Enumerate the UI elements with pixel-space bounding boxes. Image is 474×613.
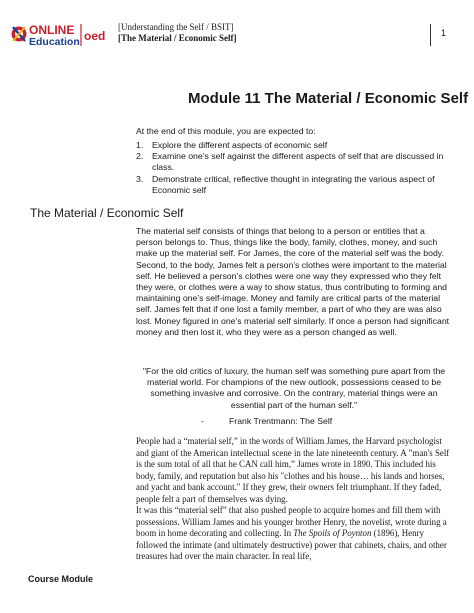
page-number: 1 [441, 28, 447, 38]
block-quote: "For the old critics of luxury, the human self was something pure apart from the material world. For champions of the new outlook, possessions ceased to be something invasive and corrosive. On the contrary, material things were an essential part of the human self." [142, 366, 446, 410]
section-heading: The Material / Economic Self [30, 206, 184, 220]
page-number-box [430, 24, 453, 46]
paragraph-material-self: The material self consists of things that belong to a person or entities that a person belongs to. Thus, things like the body, family, clothes, money, and such make up the material self. For James, the core of the material self was the body. Second, to the body, James felt a person’s clothes were important to the material self. He believed a person’s clothes were one way they expressed who they felt they were, or clothes were a way to show status, thus contributing to forming and maintaining one’s self-image. Money and family are critical parts of the material self. James felt that if one lost a family member, a part of who they are was also lost. Money figured in one’s material self similarly. If once a person had significant money and then lost it, who they were as a person changed as well. [136, 226, 450, 337]
attribution-source: Frank Trentmann: The Self [229, 416, 333, 426]
header-course-line: [Understanding the Self / BSIT] [118, 22, 234, 32]
page-header [10, 14, 464, 58]
attribution-dash: - [201, 416, 204, 426]
quote-attribution [201, 416, 332, 427]
footer-course-module: Course Module [28, 574, 94, 584]
logo-online-text: ONLINE [29, 23, 75, 37]
logo-education-text: Education [29, 36, 80, 48]
objective-item: 3. Demonstrate critical, reflective thought in integrating the various aspect of Economic self [136, 173, 435, 195]
header-topic-line: [The Material / Economic Self] [118, 33, 237, 43]
book-title: The Spoils of Poynton [293, 528, 372, 539]
online-education-logo [10, 14, 118, 54]
objective-item: 1. Explore the different aspects of economic self [136, 140, 328, 150]
objectives-list [136, 140, 448, 196]
logo-emblem-icon [12, 27, 27, 42]
logo-oed-text: oed [84, 29, 106, 43]
paragraph-william-james: People had a “material self,” in the words of William James, the Harvard psychologist and giant of the American intellectual scene in the late nineteenth century. A ”man's Self is the sum total of all that he CAN call him,” James wrote in 1890. This included his body, family, and reputation but also his "clothes and his house… his lands and horses, and yacht and bank account." If they grew, their owners felt triumphant. If they faded, people felt a part of themselves was dying. [136, 436, 450, 504]
objectives-intro: At the end of this module, you are expected to: [136, 126, 316, 136]
module-title: Module 11 The Material / Economic Self [188, 90, 469, 107]
paragraph-henry-james: It was this “material self” that also pushed people to acquire homes and fill them with possessions. William James and his younger brother Henry, the novelist, wrote during a boom in home decorating and collecting. In The Spoils of Poynton (1896), Henry followed the intimate (and ultimately destructive) power that cabinets, chairs, and other treasures had over the main character. In real life, [136, 505, 447, 562]
header-course-info [118, 22, 236, 44]
objective-item: 2. Examine one’s self against the different aspects of self that are discussed in class. [136, 151, 444, 173]
